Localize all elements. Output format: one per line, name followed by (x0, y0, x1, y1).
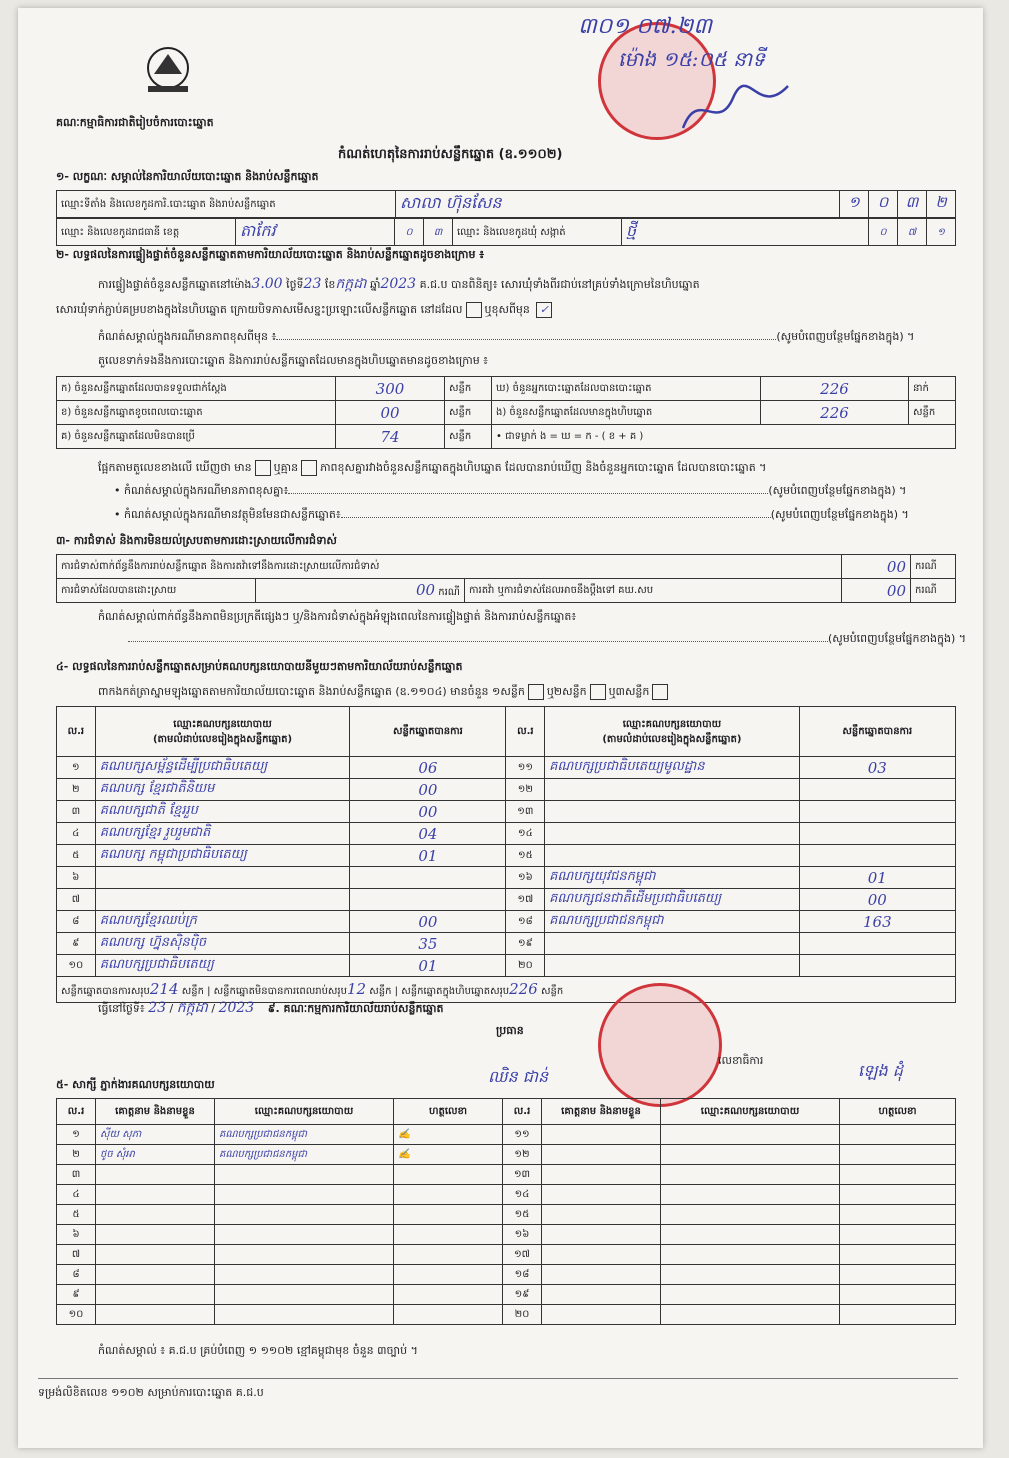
witness-table: ល.រ គោត្តនាម និងនាមខ្លួន ឈ្មោះគណបក្សនយោបាយ ហត្ថលេខា ល.រ គោត្តនាម និងនាមខ្លួន ឈ្មោះគណបក្សនយោបាយ ហត្ថលេខា ១ ស៊ីយ សុភា គណបក្សប្រជាជនកម្ពុជា ✍ ១១ ២ ថូច សុំអា គណបក្សប្រជាជនកម្ពុជា ✍ ១២ ៣ ១៣ ៤ ១៤ ៥ ១៥ ៦ ១៦ ៧ ១៧ ៨ ១៨ ៩ ១៩ ១០ ២០ (56, 1098, 956, 1325)
code-digit: ១ (927, 219, 956, 246)
witness-signature (840, 1145, 956, 1165)
party-name: គណបក្សសម្ព័ន្ធដើម្បីប្រជាធិបតេយ្យ (95, 757, 350, 779)
witness-party (215, 1185, 394, 1205)
party-name: គណបក្សជាតិ ខ្មែររួប (95, 801, 350, 823)
party-votes: 00 (799, 889, 955, 911)
count-value: 226 (761, 377, 909, 401)
witness-signature (840, 1285, 956, 1305)
sec1-row2-value2: ថ្មី (622, 219, 869, 246)
date-line: ធ្វើនៅថ្ងៃទី៖ 23 / កក្កដា / 2023 ៩. គណៈកម្មការការិយាល័យរាប់សន្លឹកឆ្នោត (98, 1000, 444, 1016)
party-name (545, 779, 799, 801)
sec4-title: ៤- លទ្ធផលនៃការរាប់សន្លឹកឆ្នោតសម្រាប់គណបក្សនយោបាយនីមួយៗតាមការិយាល័យរាប់សន្លឹកឆ្នោត (56, 660, 463, 673)
party-name: គណបក្សយុវជនកម្ពុជា (545, 867, 799, 889)
sec2-para6: • កំណត់សម្គាល់ក្នុងករណីមានភាពខុសគ្នា៖ (សូមបំពេញបន្ថែមផ្នែកខាងក្នុង) ។ (114, 484, 907, 497)
code-digit: ៣ (898, 191, 927, 218)
witness-number: ៦ (57, 1225, 96, 1245)
party-number: ១៤ (506, 823, 545, 845)
party-name: គណបក្សខ្មែរ រួបរួមជាតិ (95, 823, 350, 845)
witness-number: ៣ (57, 1165, 96, 1185)
witness-party (661, 1245, 840, 1265)
party-row (57, 867, 956, 889)
witness-signature (394, 1305, 503, 1325)
witness-party: គណបក្សប្រជាជនកម្ពុជា (215, 1125, 394, 1145)
witness-signature (394, 1265, 503, 1285)
party-row (57, 911, 956, 933)
party-row (57, 845, 956, 867)
day-value: 23 (303, 276, 322, 292)
sec4-sub: ពាកងកត់ត្រាស្នាមឡុងឆ្នោតតាមការិយាល័យបោះឆ្នោត និងរាប់សន្លឹកឆ្នោត (ឧ.១១០៤) មានចំនួន ១សន្លឹក ឬ២សន្លឹក ឬ៣សន្លឹក (98, 684, 671, 701)
total-in-box: 226 (509, 980, 538, 998)
party-number: ១២ (506, 779, 545, 801)
witness-party (661, 1185, 840, 1205)
party-number: ៦ (57, 867, 96, 889)
party-number: ៤ (57, 823, 96, 845)
party-votes: 35 (350, 933, 506, 955)
witness-number: ១៤ (503, 1185, 542, 1205)
witness-party (661, 1265, 840, 1285)
party-number: ១៥ (506, 845, 545, 867)
party-row (57, 955, 956, 977)
witness-signature (394, 1285, 503, 1305)
party-votes: 03 (799, 757, 955, 779)
count-value: 300 (336, 377, 445, 401)
witness-name (96, 1205, 215, 1225)
witness-name (96, 1245, 215, 1265)
party-votes: 00 (350, 911, 506, 933)
code-digit: ១ (840, 191, 869, 218)
witness-party (215, 1205, 394, 1225)
checkbox-checked: ✓ (536, 302, 552, 318)
party-votes: 163 (799, 911, 955, 933)
party-row (57, 801, 956, 823)
witness-name (96, 1185, 215, 1205)
witness-signature (840, 1265, 956, 1285)
witness-party (215, 1245, 394, 1265)
party-name: គណបក្សប្រជាធិបតេយ្យ (95, 955, 350, 977)
witness-signature (840, 1125, 956, 1145)
witness-signature (840, 1245, 956, 1265)
party-votes: 01 (350, 845, 506, 867)
party-name: គណបក្សជនជាតិដើមប្រជាធិបតេយ្យ (545, 889, 799, 911)
party-results-table: ល.រ ឈ្មោះគណបក្សនយោបាយ (តាមលំដាប់លេខរៀងក្នុងសន្លឹកឆ្នោត) សន្លឹកឆ្នោតបានការ ល.រ ឈ្មោះគណបក្សនយោបាយ (តាមលំដាប់លេខរៀងក្នុងសន្លឹកឆ្នោត) សន្លឹកឆ្នោតបានការ ១ គណបក្សសម្ព័ន្ធដើម្បីប្រជាធិបតេយ្យ 06 ១១ គណបក្សប្រជាធិបតេយ្យមូលដ្ឋាន 03 ២ គណបក្ស ខ្មែរជាតិនិយម 00 ១២ ៣ គណបក្សជាតិ ខ្មែររួប 00 ១៣ ៤ គណបក្សខ្មែរ រួបរួមជាតិ 04 ១៤ ៥ គណបក្ស កម្ពុជាប្រជាធិបតេយ្យ 01 ១៥ ៦ ១៦ គណបក្សយុវជនកម្ពុជា 01 ៧ ១៧ គណបក្សជនជាតិដើមប្រជាធិបតេយ្យ 00 ៨ គណបក្សខ្មែរឈប់ក្រ 00 ១៨ គណបក្សប្រជាជនកម្ពុជា 163 ៩ គណបក្ស ហ្វ៊ុនស៊ិនប៉ិច 35 ១៩ ១០ គណបក្សប្រជាធិបតេយ្យ 01 ២០ សន្លឹកឆ្នោតបានការសរុប214 សន្លឹក | សន្លឹកឆ្នោតមិនបានការពេលរាប់សរុប12 សន្លឹក | សន្លឹកឆ្នោតក្នុងហិបឆ្នោតសរុប226 សន្លឹក (56, 706, 956, 1003)
witness-name (542, 1225, 661, 1245)
witness-name (542, 1205, 661, 1225)
witness-party (661, 1205, 840, 1225)
month-value: កក្កដា (335, 276, 367, 292)
emblem-logo (136, 44, 200, 96)
witness-number: ៨ (57, 1265, 96, 1285)
party-row (57, 757, 956, 779)
witness-number: ២០ (503, 1305, 542, 1325)
party-number: ២០ (506, 955, 545, 977)
sec1-row2-label: ឈ្មោះ និងលេខកូដរាជធានី ខេត្ត (57, 219, 236, 246)
witness-number: ៧ (57, 1245, 96, 1265)
party-number: ១១ (506, 757, 545, 779)
sec2-counts-table: ក) ចំនួនសន្លឹកឆ្នោតដែលបានទទួលជាក់ស្តែង 300 សន្លឹក ឃ) ចំនួនអ្នកបោះឆ្នោតដែលបានបោះឆ្នោត 226 នាក់ ខ) ចំនួនសន្លឹកឆ្នោតខូចពេលបោះឆ្នោត 00 សន្លឹក ង) ចំនួនសន្លឹកឆ្នោតដែលមានក្នុងហិបឆ្នោត 226 សន្លឹក គ) ចំនួនសន្លឹកឆ្នោតដែលមិនបានប្រើ 74 សន្លឹក • ជាទម្លាក់ ង = ឃ = ក - ( ខ + គ ) (56, 376, 956, 449)
witness-party (661, 1305, 840, 1325)
sec2-para3: កំណត់សម្គាល់ក្នុងករណីមានភាពខុសពីមុន ៖ (សូមបំពេញបន្ថែមផ្នែកខាងក្នុង) ។ (98, 330, 915, 343)
witness-number: ១៥ (503, 1205, 542, 1225)
time-value: 3.00 (251, 276, 283, 292)
witness-number: ១៦ (503, 1225, 542, 1245)
sec2-para4: តួលេខទាក់ទងនឹងការបោះឆ្នោត និងការរាប់សន្លឹកឆ្នោតដែលមានក្នុងហិបឆ្នោតមានដូចខាងក្រោម ៖ (98, 354, 489, 367)
party-number: ១០ (57, 955, 96, 977)
witness-signature (394, 1165, 503, 1185)
witness-number: ១៣ (503, 1165, 542, 1185)
witness-number: ១៨ (503, 1265, 542, 1285)
witness-name (542, 1285, 661, 1305)
witness-party (215, 1305, 394, 1325)
total-invalid: 12 (346, 980, 367, 998)
party-number: ១៣ (506, 801, 545, 823)
witness-name (96, 1305, 215, 1325)
witness-row (57, 1145, 956, 1165)
party-name (545, 801, 799, 823)
party-name: គណបក្ស ហ្វ៊ុនស៊ិនប៉ិច (95, 933, 350, 955)
witness-number: ៤ (57, 1185, 96, 1205)
witness-name (542, 1145, 661, 1165)
witness-row (57, 1225, 956, 1245)
party-votes (799, 801, 955, 823)
witness-signature (394, 1245, 503, 1265)
party-name (95, 889, 350, 911)
code-digit: ២ (927, 191, 956, 218)
party-name: គណបក្សប្រជាធិបតេយ្យមូលដ្ឋាន (545, 757, 799, 779)
witness-row (57, 1305, 956, 1325)
sec1-title: ១- លក្ខណៈ សម្គាល់នៃការិយាល័យបោះឆ្នោត និងរាប់សន្លឹកឆ្នោត (56, 170, 319, 183)
party-votes (350, 867, 506, 889)
footnote: កំណត់សម្គាល់ ៖ គ.ជ.ប គ្រប់បំពេញ ១ ១១០២ ខ្មៅគម្ពុជាមុខ ចំនួន ៣ច្បាប់ ។ (98, 1344, 418, 1357)
witness-signature: ✍ (394, 1145, 503, 1165)
witness-name (96, 1285, 215, 1305)
witness-signature (840, 1225, 956, 1245)
form-page (18, 8, 983, 1448)
total-valid: 214 (149, 980, 179, 998)
sec3-table: ការជំទាស់ពាក់ព័ន្ធនឹងការរាប់សន្លឹកឆ្នោត និងការតវ៉ាទៅនឹងការដោះស្រាយលើការជំទាស់ 00 ករណី ការជំទាស់ដែលបានដោះស្រាយ 00 ករណី ការតវ៉ា ឬការជំទាស់ដែលអាចនឹងប្តឹងទៅ គឃ.សប 00 ករណី (56, 554, 956, 603)
party-number: ១៨ (506, 911, 545, 933)
party-votes (799, 823, 955, 845)
witness-name (96, 1225, 215, 1245)
count-value: 226 (761, 401, 909, 425)
party-number: ២ (57, 779, 96, 801)
party-number: ៨ (57, 911, 96, 933)
witness-name (542, 1265, 661, 1285)
sec2-para5: ផ្អែកតាមតួលេខខាងលើ ឃើញថា មាន ឬគ្មាន ភាពខុសគ្នារវាងចំនួនសន្លឹកឆ្នោតក្នុងហិបឆ្នោត ដែលបានរាប់ឃើញ និងចំនួនអ្នកបោះឆ្នោត ដែលបានបោះឆ្នោត ។ (98, 461, 767, 474)
witness-party (661, 1165, 840, 1185)
sec1-row2-value: តាកែវ (236, 219, 395, 246)
party-votes (799, 779, 955, 801)
witness-name (542, 1165, 661, 1185)
count-value: 00 (336, 401, 445, 425)
sec3-note2: (សូមបំពេញបន្ថែមផ្នែកខាងក្នុង) ។ (56, 632, 966, 648)
sec3-note: កំណត់សម្គាល់ពាក់ព័ន្ធនឹងភាពមិនប្រក្រតីផ្សេងៗ ឬ/និងការជំទាស់ក្នុងអំឡុងពេលនៃការផ្ទៀងផ្ទាត់ និងការរាប់សន្លឹកឆ្នោត៖ (98, 610, 577, 623)
sec2-para2: សោរឃុំទាក់ភ្ជាប់គម្របខាងក្នុងនៃហិបឆ្នោត ក្រោយបិទភាសមើសខ្នះប្រឡោះលើសន្លឹកឆ្នោត នៅដដែល ឬខុសពីមុន ✓ (56, 302, 555, 319)
witness-party: គណបក្សប្រជាជនកម្ពុជា (215, 1145, 394, 1165)
witness-signature (394, 1185, 503, 1205)
secretary-name: ឡេង ដុំ (858, 1061, 903, 1080)
witness-number: ១២ (503, 1145, 542, 1165)
party-number: ៣ (57, 801, 96, 823)
count-value: 74 (336, 425, 445, 449)
sec1-row1-value: សាលា ហ៊ុនសែន (396, 191, 840, 218)
witness-number: ១៧ (503, 1245, 542, 1265)
witness-signature (840, 1165, 956, 1185)
form-title: កំណត់ហេតុនៃការរាប់សន្លឹកឆ្នោត (ឧ.១១០២) (338, 147, 563, 162)
party-votes (799, 955, 955, 977)
witness-signature (840, 1305, 956, 1325)
sec3-title: ៣- ការជំទាស់ និងការមិនយល់ស្របតាមការដោះស្រាយលើការជំទាស់ (56, 534, 337, 547)
sec5-title: ៥- សាក្សី ភ្នាក់ងារគណបក្សនយោបាយ (56, 1078, 215, 1091)
party-name: គណបក្សខ្មែរឈប់ក្រ (95, 911, 350, 933)
witness-name (542, 1245, 661, 1265)
secretary-label: លេខាធិការ (718, 1054, 764, 1067)
code-digit: ០ (869, 219, 898, 246)
party-votes (350, 889, 506, 911)
sec2-title: ២- លទ្ធផលនៃការផ្ទៀងផ្ទាត់ចំនួនសន្លឹកឆ្នោតតាមការិយាល័យបោះឆ្នោត និងរាប់សន្លឹកឆ្នោតដូចខាងក្រោម ៖ (56, 248, 485, 261)
witness-signature: ✍ (394, 1125, 503, 1145)
witness-signature (840, 1205, 956, 1225)
witness-name (542, 1185, 661, 1205)
footer-text: ទម្រង់លិខិតលេខ ១១០២ សម្រាប់ការបោះឆ្នោត គ.ជ.ប (38, 1386, 264, 1399)
witness-party (661, 1285, 840, 1305)
witness-party (661, 1225, 840, 1245)
witness-row (57, 1265, 956, 1285)
witness-party (215, 1165, 394, 1185)
party-name: គណបក្ស កម្ពុជាប្រជាធិបតេយ្យ (95, 845, 350, 867)
party-name (545, 823, 799, 845)
party-row (57, 933, 956, 955)
party-name (545, 955, 799, 977)
witness-party (215, 1285, 394, 1305)
stamp-number: ៣០១ (578, 14, 630, 39)
witness-name (96, 1265, 215, 1285)
witness-name: ថូច សុំអា (96, 1145, 215, 1165)
party-votes (799, 933, 955, 955)
witness-number: ៩ (57, 1285, 96, 1305)
party-votes: 04 (350, 823, 506, 845)
witness-name (542, 1125, 661, 1145)
party-votes: 06 (350, 757, 506, 779)
witness-signature (394, 1225, 503, 1245)
witness-number: ១១ (503, 1125, 542, 1145)
party-votes: 00 (350, 801, 506, 823)
code-digit: ៧ (898, 219, 927, 246)
party-number: ១ (57, 757, 96, 779)
party-votes: 01 (799, 867, 955, 889)
party-number: ៧ (57, 889, 96, 911)
code-digit: ០ (869, 191, 898, 218)
year-value: 2023 (380, 276, 417, 292)
party-number: ៥ (57, 845, 96, 867)
party-name (545, 845, 799, 867)
party-votes: 00 (350, 779, 506, 801)
official-stamp-bottom (598, 983, 722, 1107)
witness-row (57, 1245, 956, 1265)
party-votes: 01 (350, 955, 506, 977)
witness-row (57, 1185, 956, 1205)
witness-party (215, 1265, 394, 1285)
code-digit: ៣ (424, 219, 453, 246)
witness-number: ១០ (57, 1305, 96, 1325)
party-name (95, 867, 350, 889)
party-number: ៩ (57, 933, 96, 955)
party-row (57, 889, 956, 911)
witness-name (96, 1165, 215, 1185)
code-digit: ០ (395, 219, 424, 246)
witness-number: ៥ (57, 1205, 96, 1225)
witness-party (215, 1225, 394, 1245)
sec2-para1: ការផ្ទៀងផ្ទាត់ចំនួនសន្លឹកឆ្នោតនៅម៉ោង3.00 ថ្ងៃទី23 ខែកក្កដា ឆ្នាំ2023 គ.ជ.ប បានពិនិត្យ៖ សោរឃុំទាំងពីរជាប់នៅគ្រប់ទាំងក្រោមនៃហិបឆ្នោត (98, 276, 700, 292)
witness-party (661, 1145, 840, 1165)
witness-number: ១៩ (503, 1285, 542, 1305)
party-row (57, 779, 956, 801)
stamp-date: ០៧.២៣ (636, 14, 713, 39)
sec1-row1-label: ឈ្មោះទីតាំង និងលេខកូដការិ.បោះឆ្នោត និងរាប់សន្លឹកឆ្នោត (57, 191, 396, 218)
president-label: ប្រធាន (496, 1024, 524, 1037)
party-name: គណបក្សប្រជាជនកម្ពុជា (545, 911, 799, 933)
committee-name: គណៈកម្មាធិការជាតិរៀបចំការបោះឆ្នោត (56, 116, 214, 129)
witness-signature (394, 1205, 503, 1225)
sec2-para7: • កំណត់សម្គាល់ក្នុងករណីមានវត្ថុមិនមែនជាសន្លឹកឆ្នោត៖ (សូមបំពេញបន្ថែមផ្នែកខាងក្នុង) ។ (114, 508, 909, 521)
party-votes (799, 845, 955, 867)
stamp-time-note: ម៉ោង ១៥:០៥ នាទី (618, 47, 765, 71)
sec1-row2-label2: ឈ្មោះ និងលេខកូដឃុំ សង្កាត់ (453, 219, 622, 246)
witness-row (57, 1165, 956, 1185)
witness-name (542, 1305, 661, 1325)
party-name (545, 933, 799, 955)
party-name: គណបក្ស ខ្មែរជាតិនិយម (95, 779, 350, 801)
party-number: ១៩ (506, 933, 545, 955)
witness-number: ២ (57, 1145, 96, 1165)
witness-party (661, 1125, 840, 1145)
witness-number: ១ (57, 1125, 96, 1145)
witness-row (57, 1205, 956, 1225)
witness-name: ស៊ីយ សុភា (96, 1125, 215, 1145)
witness-row (57, 1285, 956, 1305)
party-number: ១៧ (506, 889, 545, 911)
party-row (57, 823, 956, 845)
party-number: ១៦ (506, 867, 545, 889)
president-name: ឈិន ជាន់ (488, 1067, 549, 1086)
signature-top (678, 78, 798, 138)
witness-row (57, 1125, 956, 1145)
witness-signature (840, 1185, 956, 1205)
